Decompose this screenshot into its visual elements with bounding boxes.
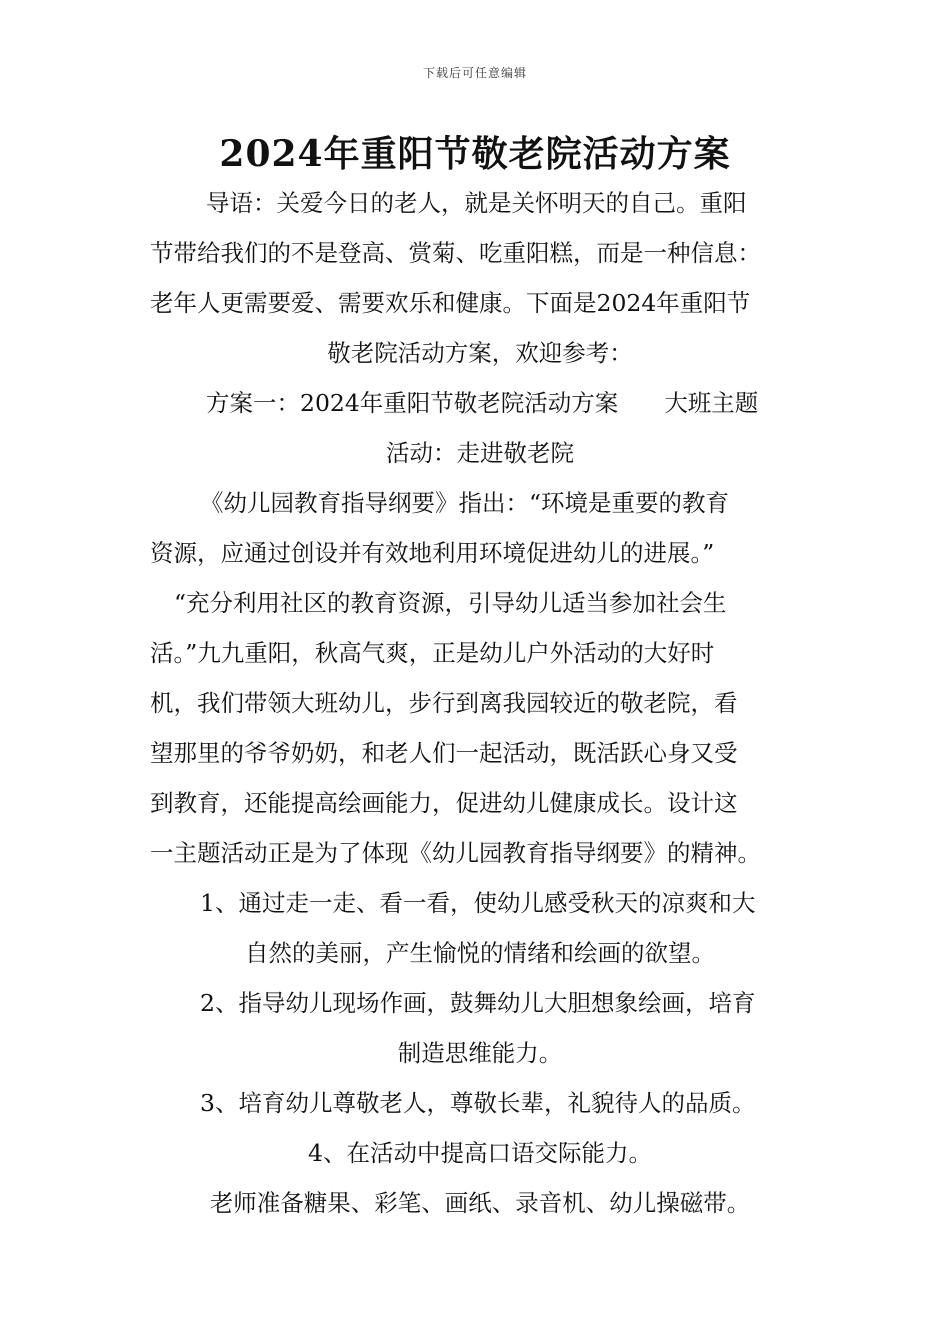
text-line: 到教育，还能提高绘画能力，促进幼儿健康成长。设计这 — [150, 789, 738, 817]
text-line: 望那里的爷爷奶奶，和老人们一起活动，既活跃心身又受 — [150, 739, 738, 767]
text-line: 机，我们带领大班幼儿，步行到离我园较近的敬老院，看 — [150, 689, 738, 717]
page-header-note: 下载后可任意编辑 — [422, 66, 527, 80]
text-line: 4、在活动中提高口语交际能力。 — [308, 1139, 652, 1167]
text-line: 资源，应通过创设并有效地利用环境促进幼儿的进展。” — [150, 539, 715, 567]
text-line: 《幼儿园教育指导纲要》指出：“环境是重要的教育 — [200, 489, 730, 517]
text-line: 老年人更需要爱、需要欢乐和健康。下面是2024年重阳节 — [150, 289, 751, 317]
text-line: 3、培育幼儿尊敬老人，尊敬长辈，礼貌待人的品质。 — [200, 1089, 756, 1117]
text-line: 导语：关爱今日的老人，就是关怀明天的自己。重阳 — [206, 189, 747, 217]
document-body — [150, 178, 810, 1228]
text-line: 活动：走进敬老院 — [386, 439, 574, 467]
text-line: 活。”九九重阳，秋高气爽，正是幼儿户外活动的大好时 — [150, 639, 715, 667]
text-line: “充分利用社区的教育资源，引导幼儿适当参加社会生 — [174, 589, 727, 617]
plan-heading-suffix: 大班主题 — [664, 389, 759, 417]
text-line: 2、指导幼儿现场作画，鼓舞幼儿大胆想象绘画，培育 — [200, 989, 756, 1017]
text-line: 1、通过走一走、看一看，使幼儿感受秋天的凉爽和大 — [200, 889, 756, 917]
text-line: 敬老院活动方案，欢迎参考： — [327, 339, 633, 367]
text-line-plan-heading — [150, 378, 810, 428]
text-line: 节带给我们的不是登高、赏菊、吃重阳糕，而是一种信息： — [150, 239, 761, 267]
document-title: 2024年重阳节敬老院活动方案 — [219, 133, 731, 175]
text-line: 自然的美丽，产生愉悦的情绪和绘画的欲望。 — [245, 939, 715, 967]
text-line: 老师准备糖果、彩笔、画纸、录音机、幼儿操磁带。 — [209, 1189, 751, 1217]
text-line: 制造思维能力。 — [397, 1039, 563, 1067]
text-line: 一主题活动正是为了体现《幼儿园教育指导纲要》的精神。 — [150, 839, 761, 867]
plan-heading-text: 方案一：2024年重阳节敬老院活动方案 — [206, 389, 619, 417]
